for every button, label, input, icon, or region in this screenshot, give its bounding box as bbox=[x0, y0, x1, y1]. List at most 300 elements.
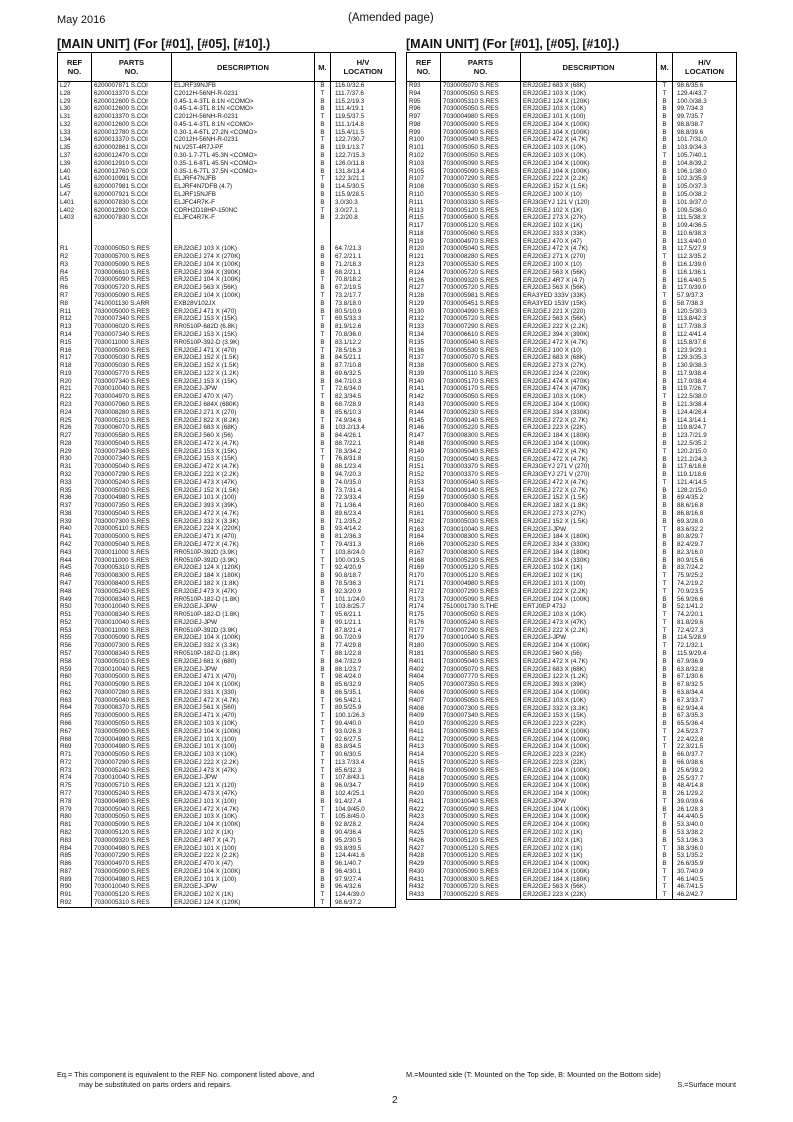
cell-description: ERJ2GEJ 104 X (100K) bbox=[521, 728, 657, 736]
cell-ref-no: R33 bbox=[58, 479, 92, 487]
cell-mounted-side: B bbox=[657, 782, 673, 790]
cell-mounted-side: B bbox=[315, 168, 331, 176]
cell-parts-no: 7030005000 S.RES bbox=[92, 712, 172, 720]
cell-ref-no: R167 bbox=[407, 549, 441, 557]
cell-description: ERJ2GEJ 153 X (15K) bbox=[172, 331, 315, 339]
cell-description: ERJ2GEJ 101 X (100) bbox=[172, 494, 315, 502]
cell-parts-no: 7030007290 S.RES bbox=[441, 588, 521, 596]
table-row bbox=[407, 494, 737, 502]
column-header-description: DESCRIPTION bbox=[172, 53, 315, 82]
cell-mounted-side: B bbox=[315, 852, 331, 860]
cell-ref-no: R127 bbox=[407, 284, 441, 292]
cell-ref-no: R110 bbox=[407, 191, 441, 199]
cell-description: ERJ2GEJ 104 X (100K) bbox=[172, 276, 315, 284]
table-row bbox=[58, 175, 396, 183]
cell-hv-location: 46.1/40.5 bbox=[673, 876, 737, 884]
cell-description: ERJ2GEJ 273 X (27K) bbox=[521, 510, 657, 518]
cell-mounted-side: B bbox=[657, 533, 673, 541]
table-row bbox=[58, 113, 396, 121]
cell-ref-no: R71 bbox=[58, 751, 92, 759]
cell-hv-location: 96.1/40.7 bbox=[331, 860, 396, 868]
table-row bbox=[58, 634, 396, 642]
cell-hv-location: 71.1/36.4 bbox=[331, 502, 396, 510]
cell-description: ERJ2GEJ 684X (680K) bbox=[172, 401, 315, 409]
cell-ref-no: R96 bbox=[407, 105, 441, 113]
cell-hv-location: 98.8/39.6 bbox=[673, 129, 737, 137]
cell-description: ERJ2GEJ 103 X (10K) bbox=[521, 697, 657, 705]
cell-parts-no: 7030005090 S.RES bbox=[441, 728, 521, 736]
cell-mounted-side: T bbox=[657, 611, 673, 619]
cell-description: ERJ2GEJ 102 X (1K) bbox=[521, 852, 657, 860]
cell-ref-no: R30 bbox=[58, 455, 92, 463]
cell-ref-no: R166 bbox=[407, 541, 441, 549]
cell-description: ERJ2GEJ 124 X (120K) bbox=[172, 564, 315, 572]
cell-description: EXB28V102JX bbox=[172, 300, 315, 308]
cell-parts-no: 7030005050 S.RES bbox=[441, 90, 521, 98]
cell-ref-no: R144 bbox=[407, 409, 441, 417]
cell-hv-location: 105.0/37.3 bbox=[673, 183, 737, 191]
cell-parts-no: 7030011000 S.RES bbox=[92, 549, 172, 557]
cell-mounted-side: B bbox=[315, 183, 331, 191]
table-row bbox=[407, 588, 737, 596]
cell-description: ERJ2GEJ 222 X (2.2K) bbox=[172, 471, 315, 479]
cell-parts-no: 7030007290 S.RES bbox=[92, 759, 172, 767]
cell-mounted-side: B bbox=[657, 214, 673, 222]
cell-mounted-side: B bbox=[315, 533, 331, 541]
cell-mounted-side: B bbox=[315, 199, 331, 207]
table-row bbox=[58, 673, 396, 681]
table-row bbox=[58, 144, 396, 152]
cell-description: ERJ2GEJ 222 X (2.2K) bbox=[521, 588, 657, 596]
cell-description: ERJ2GEJ 473 X (47K) bbox=[172, 790, 315, 798]
cell-hv-location: 116.4/40.5 bbox=[673, 277, 737, 285]
table-row bbox=[58, 471, 396, 479]
cell-hv-location: 48.4/14.8 bbox=[673, 782, 737, 790]
cell-hv-location: 71.2/35.2 bbox=[331, 518, 396, 526]
cell-description: ERJ2GEJ 224 X (220K) bbox=[172, 525, 315, 533]
cell-parts-no: 7030005000 S.RES bbox=[92, 673, 172, 681]
cell-ref-no: R134 bbox=[407, 331, 441, 339]
cell-hv-location: 101.1/24.0 bbox=[331, 596, 396, 604]
cell-parts-no: 7030005050 S.RES bbox=[441, 393, 521, 401]
cell-description: ERJ2GEJ 100 X (10) bbox=[521, 261, 657, 269]
cell-ref-no: R416 bbox=[407, 767, 441, 775]
table-row bbox=[58, 603, 396, 611]
cell-ref-no: R84 bbox=[58, 845, 92, 853]
cell-mounted-side: B bbox=[315, 845, 331, 853]
table-row bbox=[407, 876, 737, 884]
cell-hv-location: 128.2/15.0 bbox=[673, 487, 737, 495]
cell-mounted-side: B bbox=[657, 245, 673, 253]
cell-ref-no: R17 bbox=[58, 354, 92, 362]
cell-mounted-side: B bbox=[315, 245, 331, 253]
cell-mounted-side: B bbox=[657, 502, 673, 510]
cell-parts-no: 7030005720 S.RES bbox=[441, 883, 521, 891]
cell-parts-no: 6200002861 S.COI bbox=[92, 144, 172, 152]
cell-description: ERA3YED 333V (33K) bbox=[521, 292, 657, 300]
cell-parts-no: 7030005090 S.RES bbox=[92, 681, 172, 689]
cell-description: RR0510P-182-D (1.8K) bbox=[172, 596, 315, 604]
cell-mounted-side: B bbox=[315, 300, 331, 308]
cell-mounted-side: T bbox=[657, 90, 673, 98]
cell-description: ERJ2GEJ 104 X (100K) bbox=[172, 728, 315, 736]
cell-hv-location: 109.5/36.0 bbox=[673, 207, 737, 215]
cell-description: RR0510P-392D (3.9K) bbox=[172, 549, 315, 557]
cell-hv-location: 44.4/40.5 bbox=[673, 813, 737, 821]
cell-description: ERJ2GEJ 104 X (100K) bbox=[521, 860, 657, 868]
cell-mounted-side: B bbox=[315, 308, 331, 316]
cell-parts-no: 7030005040 S.RES bbox=[92, 510, 172, 518]
cell-ref-no: R7 bbox=[58, 292, 92, 300]
cell-mounted-side: T bbox=[315, 90, 331, 98]
table-row bbox=[407, 339, 737, 347]
cell-description: ERJ2GEJ 104 X (100K) bbox=[521, 813, 657, 821]
header-amended: (Amended page) bbox=[348, 12, 434, 24]
cell-ref-no: R421 bbox=[407, 798, 441, 806]
cell-parts-no: 7030005050 S.RES bbox=[441, 105, 521, 113]
cell-hv-location: 103.8/25.7 bbox=[331, 603, 396, 611]
cell-ref-no: L33 bbox=[58, 129, 92, 137]
cell-ref-no: R93 bbox=[407, 82, 441, 90]
cell-description: ERJ2GEJ 332 X (3.3K) bbox=[172, 518, 315, 526]
cell-parts-no: 7030007060 S.RES bbox=[92, 401, 172, 409]
cell-description: 0.30-1.4-6TL 27.2N <COMO> bbox=[172, 129, 315, 137]
table-row bbox=[407, 230, 737, 238]
cell-ref-no: R414 bbox=[407, 751, 441, 759]
table-row bbox=[58, 502, 396, 510]
cell-ref-no: R52 bbox=[58, 619, 92, 627]
table-row bbox=[407, 245, 737, 253]
cell-mounted-side: B bbox=[315, 798, 331, 806]
cell-hv-location: 101.7/31.0 bbox=[673, 136, 737, 144]
cell-parts-no: 7030005040 S.RES bbox=[441, 339, 521, 347]
table-row bbox=[407, 144, 737, 152]
cell-hv-location: 124.4/41.6 bbox=[331, 852, 396, 860]
cell-description: ERJ2GEJ 222 X (2.2K) bbox=[172, 852, 315, 860]
cell-mounted-side: B bbox=[657, 409, 673, 417]
cell-description: CDRH2D18HP-150NC bbox=[172, 207, 315, 215]
table-row bbox=[58, 82, 396, 90]
cell-hv-location: 92.8/28.2 bbox=[331, 821, 396, 829]
table-row bbox=[58, 774, 396, 782]
cell-mounted-side: B bbox=[657, 105, 673, 113]
cell-mounted-side: B bbox=[657, 557, 673, 565]
table-row bbox=[407, 315, 737, 323]
cell-description: C2012H-56NH-R-0231 bbox=[172, 113, 315, 121]
cell-mounted-side: T bbox=[315, 564, 331, 572]
table-row bbox=[58, 883, 396, 891]
table-row bbox=[58, 183, 396, 191]
cell-description: ERJ2GEJ 101 X (100) bbox=[172, 743, 315, 751]
cell-ref-no: R25 bbox=[58, 417, 92, 425]
cell-hv-location: 82.3/16.0 bbox=[673, 549, 737, 557]
cell-hv-location: 105.8/45.0 bbox=[331, 813, 396, 821]
cell-hv-location: 88.1/22.8 bbox=[331, 650, 396, 658]
cell-hv-location: 100.0/38.3 bbox=[673, 98, 737, 106]
cell-mounted-side: T bbox=[657, 393, 673, 401]
table-row bbox=[407, 658, 737, 666]
table-row bbox=[407, 751, 737, 759]
table-row bbox=[58, 767, 396, 775]
cell-ref-no: L402 bbox=[58, 207, 92, 215]
table-row bbox=[407, 347, 737, 355]
cell-description: ERJ2GEJ 683 X (68K) bbox=[521, 354, 657, 362]
cell-hv-location: 2.2/20.8 bbox=[331, 214, 396, 222]
table-row bbox=[407, 572, 737, 580]
cell-ref-no: R50 bbox=[58, 603, 92, 611]
cell-mounted-side: B bbox=[315, 689, 331, 697]
cell-parts-no: 7030010040 S.RES bbox=[92, 774, 172, 782]
cell-mounted-side: B bbox=[657, 705, 673, 713]
cell-description: ERJ2GEJ-JPW bbox=[172, 385, 315, 393]
cell-ref-no: R62 bbox=[58, 689, 92, 697]
cell-ref-no: R433 bbox=[407, 891, 441, 899]
cell-description: ERJ2GEJ 101 X (100) bbox=[172, 876, 315, 884]
table-row bbox=[407, 354, 737, 362]
cell-parts-no: 7030007300 S.RES bbox=[92, 642, 172, 650]
cell-parts-no: 7410001130 S.ARR bbox=[92, 300, 172, 308]
cell-hv-location: 117.5/27.9 bbox=[673, 245, 737, 253]
cell-description: ERJ2GEJ 104 X (100K) bbox=[521, 868, 657, 876]
cell-ref-no: R404 bbox=[407, 673, 441, 681]
cell-parts-no: 7030006020 S.RES bbox=[92, 323, 172, 331]
header-date: May 2016 bbox=[57, 14, 106, 26]
table-row bbox=[407, 378, 737, 386]
table-row bbox=[407, 557, 737, 565]
cell-hv-location: 97.9/27.4 bbox=[331, 876, 396, 884]
cell-hv-location: 65.5/36.4 bbox=[673, 720, 737, 728]
cell-ref-no bbox=[58, 238, 92, 246]
cell-hv-location: 85.6/32.3 bbox=[331, 767, 396, 775]
cell-mounted-side: T bbox=[657, 845, 673, 853]
cell-mounted-side: B bbox=[657, 199, 673, 207]
cell-description: ERJ2GEJ 474 X (470K) bbox=[521, 378, 657, 386]
cell-hv-location: 76.8/31.8 bbox=[331, 455, 396, 463]
cell-mounted-side: T bbox=[657, 642, 673, 650]
cell-hv-location: 88.6/16.8 bbox=[673, 502, 737, 510]
cell-description: ERJ2GEJ 271 X (270) bbox=[172, 409, 315, 417]
cell-mounted-side: B bbox=[657, 230, 673, 238]
table-row bbox=[58, 619, 396, 627]
cell-ref-no: R45 bbox=[58, 564, 92, 572]
table-row bbox=[407, 300, 737, 308]
table-row bbox=[407, 681, 737, 689]
cell-parts-no: 7030005120 S.RES bbox=[441, 829, 521, 837]
cell-hv-location: 119.8/24.7 bbox=[673, 424, 737, 432]
cell-ref-no: R422 bbox=[407, 806, 441, 814]
cell-mounted-side bbox=[315, 238, 331, 246]
cell-description: ERJ2GEJ 393 X (39K) bbox=[172, 502, 315, 510]
cell-description: ERJ2GEJ-JPW bbox=[172, 774, 315, 782]
cell-parts-no: 7030005030 S.RES bbox=[441, 518, 521, 526]
column-header-parts-no: PARTS NO. bbox=[441, 53, 521, 82]
cell-parts-no: 7030004980 S.RES bbox=[441, 113, 521, 121]
cell-parts-no: 7030005220 S.RES bbox=[441, 424, 521, 432]
cell-hv-location: 74.2/20.1 bbox=[673, 611, 737, 619]
table-row bbox=[58, 230, 396, 238]
cell-mounted-side: B bbox=[657, 510, 673, 518]
cell-description: ERJ2GEJ 122 X (1.2K) bbox=[521, 673, 657, 681]
cell-hv-location: 25.5/37.7 bbox=[673, 775, 737, 783]
cell-ref-no: R53 bbox=[58, 627, 92, 635]
cell-mounted-side: B bbox=[657, 471, 673, 479]
cell-description: RR0510P-182-D (1.8K) bbox=[172, 611, 315, 619]
cell-ref-no: R102 bbox=[407, 152, 441, 160]
cell-parts-no: 7030005040 S.RES bbox=[92, 440, 172, 448]
cell-description: ERJ2GEJ 223 X (22K) bbox=[521, 751, 657, 759]
cell-description: 0.45-1.4-3TL 8.1N <COMO> bbox=[172, 98, 315, 106]
cell-parts-no: 7030010040 S.RES bbox=[92, 666, 172, 674]
table-row bbox=[58, 790, 396, 798]
table-row bbox=[407, 440, 737, 448]
cell-mounted-side: B bbox=[315, 580, 331, 588]
table-row bbox=[407, 790, 737, 798]
cell-mounted-side: T bbox=[657, 619, 673, 627]
cell-hv-location: 96.4/30.1 bbox=[331, 868, 396, 876]
cell-ref-no: R413 bbox=[407, 743, 441, 751]
cell-parts-no: 6200007871 S.COI bbox=[92, 82, 172, 90]
cell-ref-no: R140 bbox=[407, 378, 441, 386]
cell-description: ERJ2GEJ 271 X (270) bbox=[521, 253, 657, 261]
cell-mounted-side: B bbox=[657, 596, 673, 604]
cell-mounted-side: T bbox=[657, 580, 673, 588]
cell-hv-location: 26.6/35.9 bbox=[673, 860, 737, 868]
cell-mounted-side: T bbox=[657, 448, 673, 456]
table-row bbox=[407, 284, 737, 292]
cell-description: ERJ2GEJ 104 X (100K) bbox=[521, 642, 657, 650]
table-row bbox=[58, 479, 396, 487]
cell-mounted-side: T bbox=[315, 385, 331, 393]
table-row bbox=[407, 650, 737, 658]
cell-mounted-side: B bbox=[657, 790, 673, 798]
table-row bbox=[58, 743, 396, 751]
cell-hv-location: 90.6/30.5 bbox=[331, 751, 396, 759]
cell-hv-location: 69.4/35.2 bbox=[673, 494, 737, 502]
table-row bbox=[407, 619, 737, 627]
cell-mounted-side: B bbox=[657, 284, 673, 292]
cell-parts-no: 7030007340 S.RES bbox=[92, 448, 172, 456]
cell-hv-location: 114.3/14.1 bbox=[673, 417, 737, 425]
cell-hv-location: 110.6/38.3 bbox=[673, 230, 737, 238]
cell-description: ERJ2GEJ 471 X (470) bbox=[172, 308, 315, 316]
cell-description: ERJ2GEJ 272 X (2.7K) bbox=[521, 417, 657, 425]
cell-description: ERJ2GEJ 472 X (4.7K) bbox=[172, 463, 315, 471]
cell-mounted-side: B bbox=[315, 269, 331, 277]
cell-ref-no: R150 bbox=[407, 456, 441, 464]
left-section-title: [MAIN UNIT] (For [#01], [#05], [#10].) bbox=[57, 37, 271, 51]
table-row bbox=[407, 463, 737, 471]
cell-mounted-side: B bbox=[315, 876, 331, 884]
cell-hv-location: 88.1/23.4 bbox=[331, 463, 396, 471]
cell-mounted-side: B bbox=[315, 129, 331, 137]
cell-ref-no: R74 bbox=[58, 774, 92, 782]
cell-hv-location: 72.4/27.3 bbox=[673, 627, 737, 635]
cell-mounted-side: B bbox=[315, 354, 331, 362]
cell-ref-no: R159 bbox=[407, 494, 441, 502]
cell-hv-location: 96.4/32.6 bbox=[331, 883, 396, 891]
cell-parts-no: 7030008340 S.RES bbox=[92, 611, 172, 619]
cell-description: ERJ2GEJ 273 X (27K) bbox=[521, 214, 657, 222]
table-row bbox=[58, 448, 396, 456]
table-row bbox=[58, 782, 396, 790]
cell-hv-location: 114.5/30.5 bbox=[331, 183, 396, 191]
cell-description: ERJ2GEJ-JPW bbox=[521, 798, 657, 806]
cell-ref-no: R147 bbox=[407, 432, 441, 440]
cell-ref-no: R107 bbox=[407, 175, 441, 183]
cell-ref-no: R429 bbox=[407, 860, 441, 868]
table-row bbox=[407, 775, 737, 783]
cell-ref-no: R81 bbox=[58, 821, 92, 829]
cell-hv-location: 26.1/28.3 bbox=[673, 806, 737, 814]
cell-description: ERJ2GEJ 102 X (1K) bbox=[521, 829, 657, 837]
cell-mounted-side: T bbox=[657, 253, 673, 261]
cell-parts-no: 7030004980 S.RES bbox=[92, 845, 172, 853]
cell-description: ERJ2GEJ 334 X (330K) bbox=[521, 409, 657, 417]
cell-parts-no: 7030005040 S.RES bbox=[441, 479, 521, 487]
cell-parts-no: 7030005120 S.RES bbox=[92, 829, 172, 837]
cell-mounted-side: B bbox=[657, 720, 673, 728]
cell-hv-location: 69.3/28.0 bbox=[673, 518, 737, 526]
cell-hv-location: 70.8/18.2 bbox=[331, 276, 396, 284]
table-row bbox=[58, 891, 396, 899]
cell-parts-no: 7030007280 S.RES bbox=[92, 689, 172, 697]
table-row bbox=[58, 852, 396, 860]
cell-ref-no: R6 bbox=[58, 284, 92, 292]
cell-parts-no: 7030005240 S.RES bbox=[92, 767, 172, 775]
cell-hv-location: 130.9/38.3 bbox=[673, 362, 737, 370]
table-row bbox=[58, 292, 396, 300]
table-row bbox=[58, 455, 396, 463]
table-row bbox=[58, 245, 396, 253]
cell-parts-no: 7030005981 S.RES bbox=[441, 292, 521, 300]
table-row bbox=[407, 199, 737, 207]
cell-hv-location: 53.3/40.0 bbox=[673, 821, 737, 829]
table-row bbox=[58, 697, 396, 705]
table-row bbox=[407, 813, 737, 821]
cell-parts-no: 7030005240 S.RES bbox=[92, 790, 172, 798]
cell-description: ERJ2GEJ 222 X (2.2K) bbox=[521, 627, 657, 635]
cell-parts-no: 7030005090 S.RES bbox=[92, 821, 172, 829]
cell-hv-location: 90.4/36.4 bbox=[331, 829, 396, 837]
cell-mounted-side: B bbox=[315, 401, 331, 409]
table-row bbox=[58, 712, 396, 720]
cell-description: ERJ2GEJ 103 X (10K) bbox=[172, 245, 315, 253]
cell-description: ERJ2GEJ 4R7 X (4.7) bbox=[172, 837, 315, 845]
cell-ref-no: R179 bbox=[407, 634, 441, 642]
cell-hv-location: 80.9/15.6 bbox=[673, 557, 737, 565]
cell-ref-no: R428 bbox=[407, 852, 441, 860]
cell-description: ERJ2GEJ 563 X (56K) bbox=[521, 883, 657, 891]
cell-ref-no: R14 bbox=[58, 331, 92, 339]
cell-parts-no: 7030005090 S.RES bbox=[441, 790, 521, 798]
cell-parts-no: 7030005090 S.RES bbox=[441, 775, 521, 783]
cell-hv-location: 119.5/37.5 bbox=[331, 113, 396, 121]
cell-description: ERJ2GEJ 104 X (100K) bbox=[521, 782, 657, 790]
table-row bbox=[407, 401, 737, 409]
cell-description: ERJ2GEJ 153 X (15K) bbox=[172, 315, 315, 323]
cell-parts-no: 7030009140 S.RES bbox=[441, 487, 521, 495]
cell-mounted-side: B bbox=[657, 775, 673, 783]
cell-mounted-side: B bbox=[657, 463, 673, 471]
cell-mounted-side: B bbox=[657, 456, 673, 464]
cell-parts-no: 7030008300 S.RES bbox=[92, 572, 172, 580]
cell-ref-no: R92 bbox=[58, 899, 92, 907]
cell-ref-no: R31 bbox=[58, 463, 92, 471]
cell-description: ERJ2GEJ 223 X (22K) bbox=[521, 891, 657, 899]
cell-mounted-side: B bbox=[657, 821, 673, 829]
table-row bbox=[58, 168, 396, 176]
cell-mounted-side: T bbox=[315, 767, 331, 775]
